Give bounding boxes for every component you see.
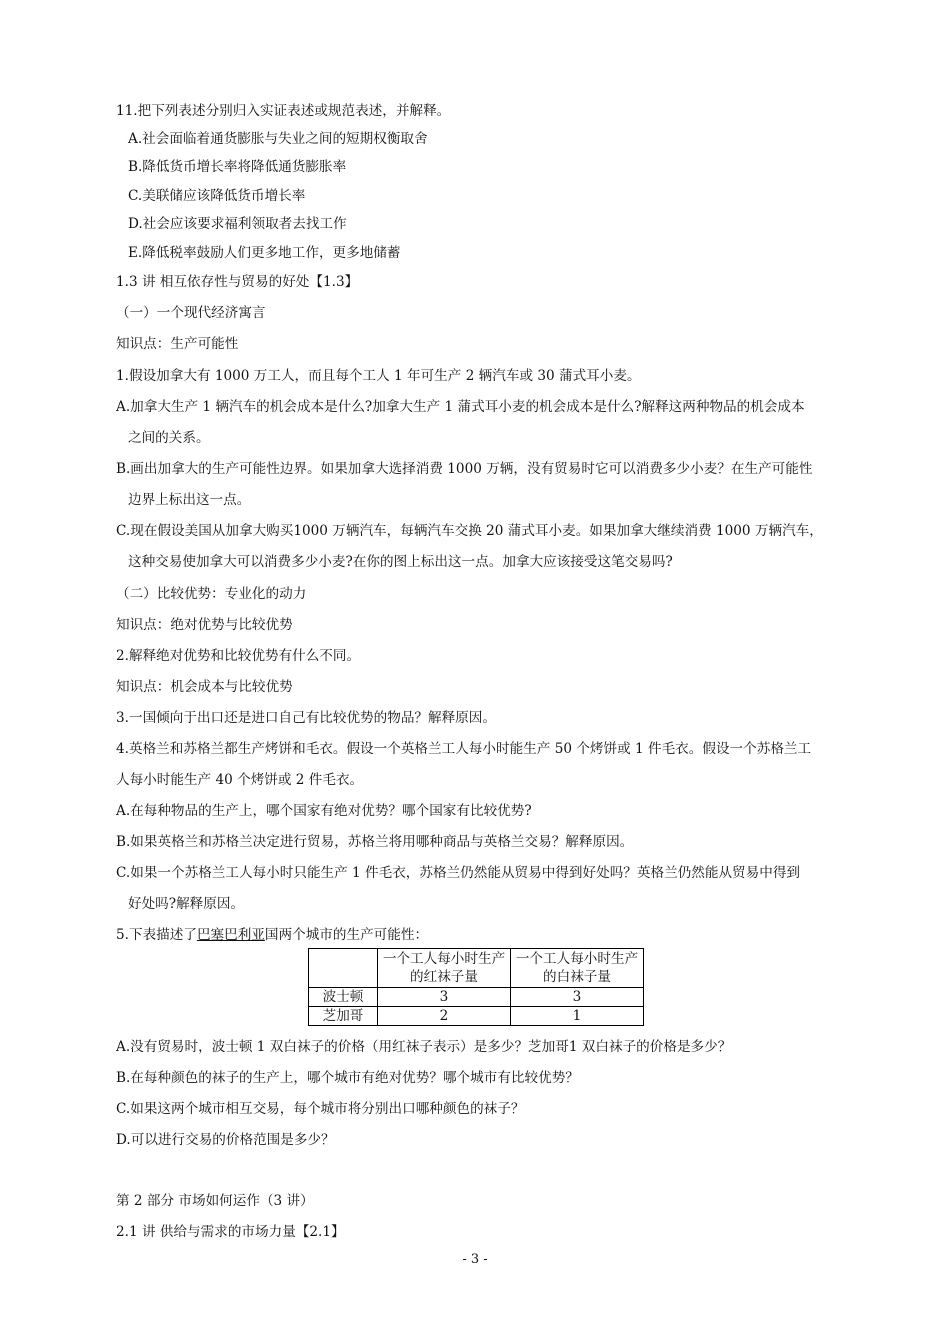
q11-option-c: C.美联储应该降低货币增长率 bbox=[128, 188, 306, 204]
q4-option-a: A.在每种物品的生产上，哪个国家有绝对优势？哪个国家有比较优势? bbox=[116, 803, 532, 819]
lecture-1-3-heading: 1.3 讲 相互依存性与贸易的好处【1.3】 bbox=[116, 274, 359, 290]
section-1-heading: （一）一个现代经济寓言 bbox=[116, 305, 266, 321]
knowledge-point-2: 知识点：绝对优势与比较优势 bbox=[116, 617, 293, 633]
q5-option-d: D.可以进行交易的价格范围是多少？ bbox=[116, 1132, 335, 1148]
q4-line1: 4.英格兰和苏格兰都生产烤饼和毛衣。假设一个英格兰工人每小时能生产 50 个烤饼或 1 件毛衣。假设一个苏格兰工 bbox=[116, 741, 812, 757]
q4-option-c-line2: 好处吗?解释原因。 bbox=[128, 896, 245, 912]
q5-option-c: C.如果这两个城市相互交易，每个城市将分别出口哪种颜色的袜子？ bbox=[116, 1101, 525, 1117]
q11-title: 11.把下列表述分别归入实证表述或规范表述，并解释。 bbox=[116, 103, 451, 119]
q5-option-a: A.没有贸易时，波士顿 1 双白袜子的价格（用红袜子表示）是多少？芝加哥1 双白袜子的价格是多少？ bbox=[116, 1039, 732, 1055]
q1-option-c-line2: 这种交易使加拿大可以消费多少小麦?在你的图上标出这一点。加拿大应该接受这笔交易吗? bbox=[128, 554, 673, 570]
knowledge-point-3: 知识点：机会成本与比较优势 bbox=[116, 679, 293, 695]
lecture-2-1-heading: 2.1 讲 供给与需求的市场力量【2.1】 bbox=[116, 1224, 345, 1240]
q4-option-c-line1: C.如果一个苏格兰工人每小时只能生产 1 件毛衣，苏格兰仍然能从贸易中得到好处吗？英格兰仍然能从贸易中得到 bbox=[116, 865, 801, 881]
q3-text: 3.一国倾向于出口还是进口自己有比较优势的物品？解释原因。 bbox=[116, 710, 496, 726]
table-header-row bbox=[309, 949, 644, 988]
table-header-red-socks: 一个工人每小时生产的红袜子量 bbox=[378, 949, 511, 988]
q4-line2: 人每小时能生产 40 个烤饼或 2 件毛衣。 bbox=[116, 772, 364, 788]
table-white-value: 3 bbox=[511, 988, 644, 1007]
table-white-value: 1 bbox=[511, 1007, 644, 1026]
q1-title: 1.假设加拿大有 1000 万工人，而且每个工人 1 年可生产 2 辆汽车或 30 蒲式耳小麦。 bbox=[116, 368, 641, 384]
table-city: 波士顿 bbox=[309, 988, 378, 1007]
q1-option-b-line2: 边界上标出这一点。 bbox=[128, 492, 251, 508]
production-table bbox=[308, 948, 644, 1026]
q11-option-a: A.社会面临着通货膨胀与失业之间的短期权衡取舍 bbox=[128, 131, 428, 147]
q4-option-b: B.如果英格兰和苏格兰决定进行贸易，苏格兰将用哪种商品与英格兰交易？解释原因。 bbox=[116, 834, 634, 850]
table-row bbox=[309, 1007, 644, 1026]
knowledge-point-1: 知识点：生产可能性 bbox=[116, 336, 239, 352]
q5-option-b: B.在每种颜色的袜子的生产上，哪个城市有绝对优势？哪个城市有比较优势？ bbox=[116, 1070, 579, 1086]
table-row bbox=[309, 988, 644, 1007]
q1-option-a-line2: 之间的关系。 bbox=[128, 430, 210, 446]
q1-option-c-line1: C.现在假设美国从加拿大购买1000 万辆汽车，每辆汽车交换 20 蒲式耳小麦。如果加拿大继续消费 1000 万辆汽车， bbox=[116, 523, 823, 539]
table-red-value: 3 bbox=[378, 988, 511, 1007]
q5-title bbox=[116, 926, 428, 944]
q1-option-b-line1: B.画出加拿大的生产可能性边界。如果加拿大选择消费 1000 万辆，没有贸易时它可以消费多少小麦？在生产可能性 bbox=[116, 461, 813, 477]
table-header-white-socks: 一个工人每小时生产的白袜子量 bbox=[511, 949, 644, 988]
q11-option-b: B.降低货币增长率将降低通货膨胀率 bbox=[128, 159, 347, 175]
q5-place-name: 巴塞巴利亚 bbox=[196, 927, 265, 943]
q1-option-a-line1: A.加拿大生产 1 辆汽车的机会成本是什么?加拿大生产 1 蒲式耳小麦的机会成本是什么?解释这两种物品的机会成本 bbox=[116, 399, 805, 415]
table-red-value: 2 bbox=[378, 1007, 511, 1026]
q5-title-post: 国两个城市的生产可能性： bbox=[264, 927, 429, 943]
q11-option-d: D.社会应该要求福利领取者去找工作 bbox=[128, 216, 347, 232]
page-number: - 3 - bbox=[462, 1252, 488, 1267]
part-2-heading: 第 2 部分 市场如何运作（3 讲） bbox=[116, 1193, 314, 1209]
table-header-blank bbox=[309, 949, 378, 988]
table-city: 芝加哥 bbox=[309, 1007, 378, 1026]
q5-title-pre: 5.下表描述了 bbox=[116, 927, 197, 943]
q11-option-e: E.降低税率鼓励人们更多地工作，更多地储蓄 bbox=[128, 245, 401, 261]
section-2-heading: （二）比较优势：专业化的动力 bbox=[116, 586, 307, 602]
q2-text: 2.解释绝对优势和比较优势有什么不同。 bbox=[116, 648, 361, 664]
